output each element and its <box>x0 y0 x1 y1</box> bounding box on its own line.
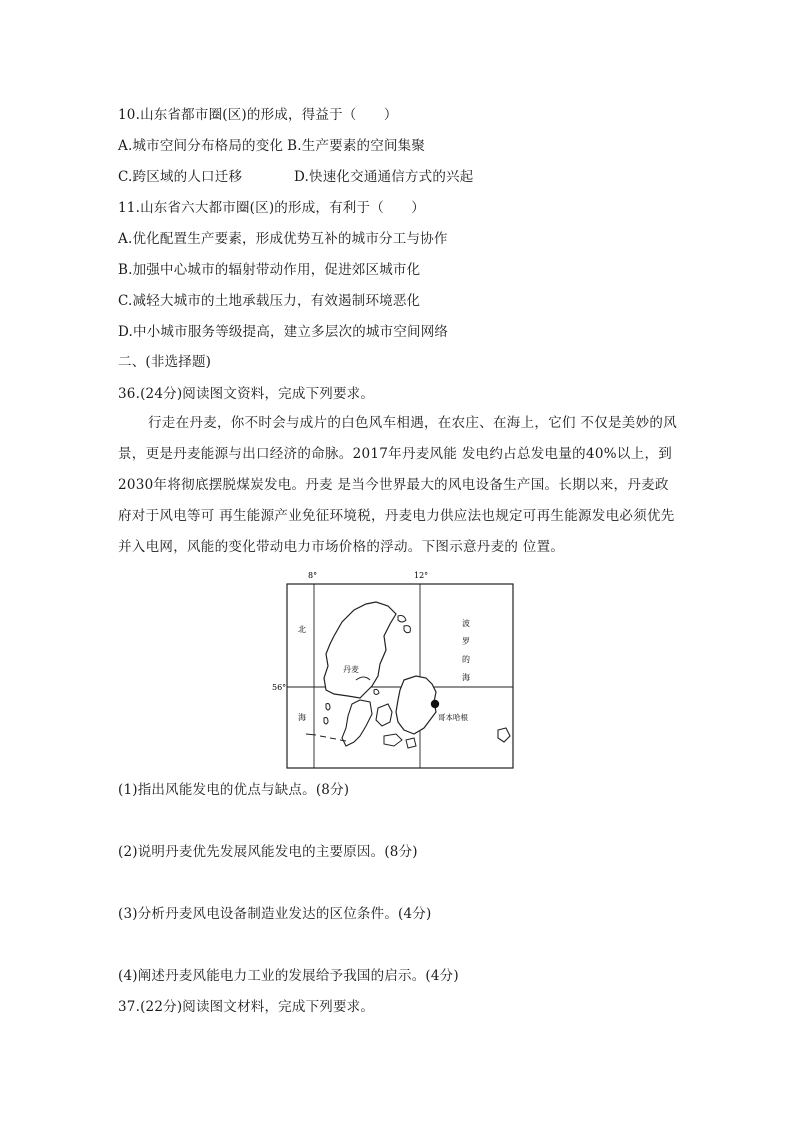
q10-option-c: C.跨区域的人口迁移 <box>118 169 243 185</box>
baltic-label-3: 的 <box>462 655 470 664</box>
lon-8-label: 8° <box>308 571 318 580</box>
copenhagen-label: 哥本哈根 <box>438 713 468 722</box>
q11-option-a: A.优化配置生产要素，形成优势互补的城市分工与协作 <box>118 231 448 247</box>
q11-option-b: B.加强中心城市的辐射带动作用，促进郊区城市化 <box>118 262 421 278</box>
q36-sub1: (1)指出风能发电的优点与缺点。(8分) <box>118 782 350 798</box>
q37-stem: 37.(22分)阅读图文材料，完成下列要求。 <box>118 999 375 1015</box>
q36-sub2: (2)说明丹麦优先发展风能发电的主要原因。(8分) <box>118 844 418 860</box>
q10-options-cd <box>118 168 473 186</box>
q10-option-b: B.生产要素的空间集聚 <box>287 138 426 154</box>
copenhagen-marker <box>431 700 439 708</box>
samso-island <box>374 689 379 694</box>
anholt-island <box>404 626 410 633</box>
section-two-heading: 二、(非选择题) <box>118 354 212 370</box>
west-island-2 <box>324 718 328 725</box>
q10-options-ab <box>118 137 425 155</box>
north-sea-label-1: 北 <box>298 625 306 634</box>
q36-passage <box>118 408 678 563</box>
north-sea-label-2: 海 <box>298 713 306 722</box>
baltic-label-1: 波 <box>462 619 470 628</box>
west-island-1 <box>326 704 330 711</box>
q11-option-d: D.中小城市服务等级提高，建立多层次的城市空间网络 <box>118 324 449 340</box>
q10-stem: 10.山东省都市圈(区)的形成，得益于（ ） <box>118 107 398 123</box>
q36-sub3: (3)分析丹麦风电设备制造业发达的区位条件。(4分) <box>118 906 432 922</box>
map-svg <box>272 571 514 770</box>
q10-option-a: A.城市空间分布格局的变化 <box>118 138 284 154</box>
q10-option-d: D.快速化交通通信方式的兴起 <box>294 169 474 185</box>
q36-passage-text: 行走在丹麦，你不时会与成片的白色风车相遇，在农庄、在海上，它们 不仅是美妙的风景，更是丹麦能源与出口经济的命脉。2017年丹麦风能 发电约占总发电量的40%以上，到 2030年将彻底摆脱煤炭发电。丹麦 是当今世界最大的风电设备生产国。长期以来，丹麦政府对于风电等可 再生能源产业免征环境税，丹麦电力供应法也规定可再生能源发电必须优先并入电网，风能的变化带动电力市场价格的浮动。下图示意丹麦的 位置。 <box>118 415 677 555</box>
q11-stem: 11.山东省六大都市圈(区)的形成，有利于（ ） <box>118 200 426 216</box>
baltic-label-4: 海 <box>462 673 470 682</box>
lat-56-label: 56° <box>272 683 287 692</box>
falster-island <box>406 738 416 748</box>
q11-option-c: C.减轻大城市的土地承载压力，有效遏制环境恶化 <box>118 293 421 309</box>
q36-stem: 36.(24分)阅读图文资料，完成下列要求。 <box>118 386 375 402</box>
denmark-location-map <box>272 571 514 770</box>
lon-12-label: 12° <box>414 571 429 580</box>
q36-sub4: (4)阐述丹麦风能电力工业的发展给予我国的启示。(4分) <box>118 968 459 984</box>
denmark-label: 丹麦 <box>343 665 359 674</box>
baltic-label-2: 罗 <box>462 637 470 646</box>
funen-island <box>376 704 392 726</box>
